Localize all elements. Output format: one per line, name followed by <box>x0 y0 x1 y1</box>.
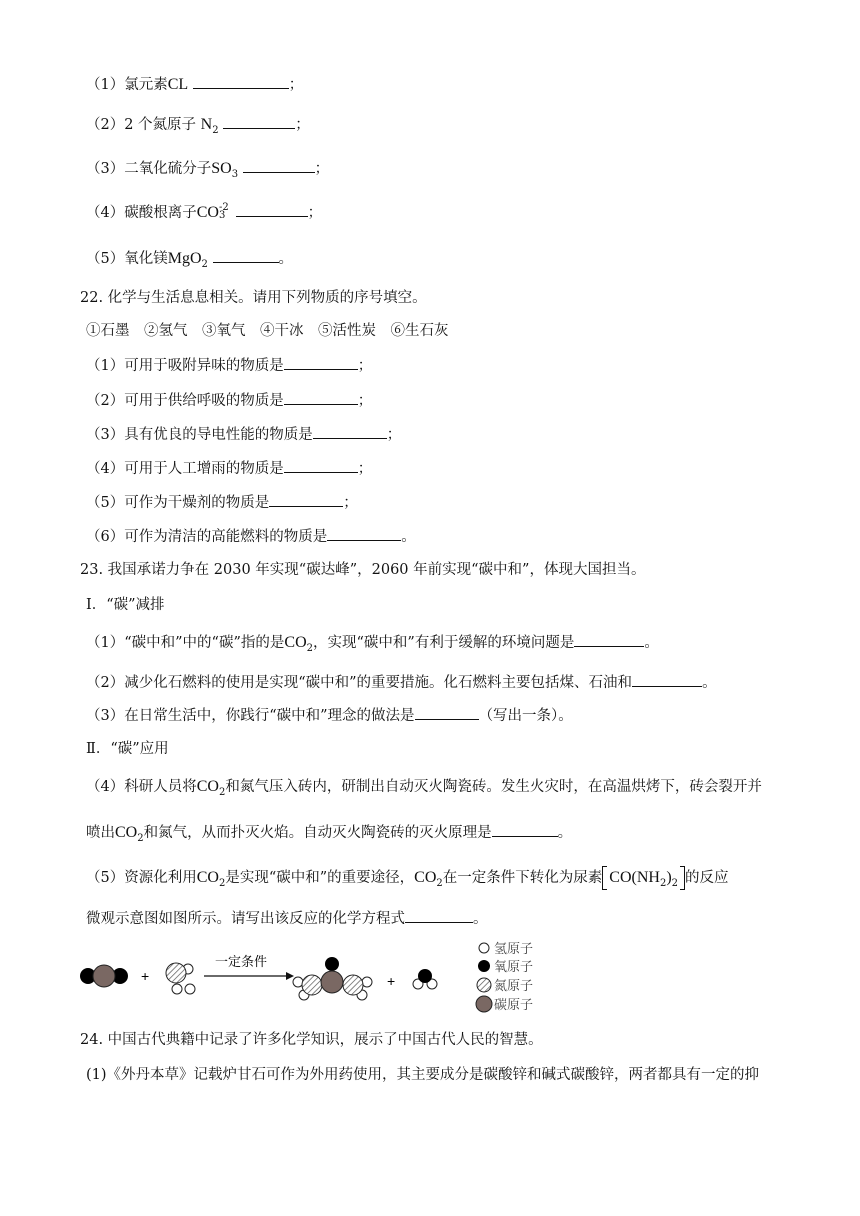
answer-blank[interactable] <box>243 158 315 173</box>
answer-blank[interactable] <box>236 202 308 217</box>
q22-item-5-end: ； <box>343 495 358 511</box>
q21-item-5-formula: MgO <box>167 250 202 267</box>
co2-formula: CO <box>196 778 219 795</box>
q22-item-3-end: ； <box>386 427 402 443</box>
q21-item-2-formula: N <box>200 116 213 133</box>
q22-item-1-end: ； <box>357 358 373 374</box>
answer-blank[interactable] <box>269 492 343 507</box>
oxygen-atom <box>325 957 339 971</box>
urea-sub-1: 2 <box>659 877 667 889</box>
q23-p5-f: 。 <box>473 911 488 927</box>
q22-item-4-text: （4）可用于人工增雨的物质是 <box>86 461 284 477</box>
q23-section-2: Ⅱ．“碳”应用 <box>86 741 169 757</box>
q23-p4-a: （4）科研人员将 <box>86 779 197 795</box>
answer-blank[interactable] <box>405 908 473 923</box>
q23-p3 <box>86 705 573 726</box>
q23-p5-d: 的反应 <box>685 870 729 886</box>
reaction-condition: 一定条件 <box>215 955 268 970</box>
q21-item-4 <box>86 202 322 224</box>
q23-p2-end: 。 <box>702 675 717 691</box>
carbon-atom <box>93 965 115 987</box>
reaction-arrow <box>204 955 294 980</box>
hydrogen-atom <box>185 984 195 994</box>
q23-p1-a: （1）“碳中和”中的“碳”指的是 <box>86 635 285 651</box>
q21-item-3-subscript: 3 <box>231 168 239 180</box>
h2o-molecule <box>413 969 437 989</box>
legend-hydrogen-icon <box>479 943 489 953</box>
urea-molecule <box>293 957 372 1000</box>
q22-item-1-text: （1）可用于吸附异味的物质是 <box>86 358 284 374</box>
q22-item-2-end: ； <box>357 393 373 409</box>
urea-left-bracket <box>602 866 607 890</box>
answer-blank[interactable] <box>213 248 279 263</box>
q21-item-1-prefix: （1）氯元素 <box>86 77 168 93</box>
plus-sign-2: + <box>387 973 396 989</box>
q22-item-6-text: （6）可作为清洁的高能燃料的物质是 <box>86 529 328 545</box>
q21-item-3 <box>86 158 329 185</box>
q21-item-5-subscript: 2 <box>201 258 208 270</box>
answer-blank[interactable] <box>327 526 401 541</box>
q21-item-3-formula: SO <box>211 160 232 177</box>
answer-blank[interactable] <box>284 390 358 405</box>
q21-item-1-suffix: ； <box>288 77 304 93</box>
q22-item-5 <box>86 492 358 513</box>
q24-p1: (1)《外丹本草》记载炉甘石可作为外用药使用，其主要成分是碳酸锌和碱式碳酸锌，两者都具有一定的抑 <box>86 1067 760 1083</box>
q22-title: 22. 化学与生活息息相关。请用下列物质的序号填空。 <box>80 290 427 306</box>
q23-p4-line2 <box>86 822 572 849</box>
q22-item-6-end: 。 <box>401 529 416 545</box>
q23-p4-b: 和氮气压入砖内，研制出自动灭火陶瓷砖。发生火灾时，在高温烘烤下，砖会裂开并 <box>225 779 762 795</box>
answer-blank[interactable] <box>284 355 358 370</box>
q21-item-4-superscript: -2 <box>218 202 229 213</box>
q23-p2-text: （2）减少化石燃料的使用是实现“碳中和”的重要措施。化石燃料主要包括煤、石油和 <box>86 675 633 691</box>
q21-item-4-subscript: 3 <box>218 210 226 221</box>
urea-co: CO <box>609 869 632 886</box>
q23-p4-e: 。 <box>557 825 573 841</box>
co2-subscript: 2 <box>306 642 313 654</box>
answer-blank[interactable] <box>193 74 289 89</box>
q23-p3-text: （3）在日常生活中，你践行“碳中和”理念的做法是 <box>86 708 415 724</box>
hydrogen-atom <box>362 977 372 987</box>
co2-formula: CO <box>115 824 138 841</box>
answer-blank[interactable] <box>574 632 644 647</box>
q22-item-6 <box>86 526 416 547</box>
co2-subscript: 2 <box>218 877 226 889</box>
q24-title: 24. 中国古代典籍中记录了许多化学知识，展示了中国古代人民的智慧。 <box>80 1032 543 1048</box>
q23-p5-c: 在一定条件下转化为尿素 <box>442 870 603 886</box>
q23-p5-e: 微观示意图如图所示。请写出该反应的化学方程式 <box>86 911 405 927</box>
plus-sign-1: + <box>141 968 150 984</box>
legend-oxygen-label: 氧原子 <box>494 960 534 975</box>
q23-p1-c: 。 <box>644 635 659 651</box>
carbon-atom <box>321 971 343 993</box>
q21-item-5-prefix: （5）氧化镁 <box>86 251 168 267</box>
urea-nh: NH <box>636 869 660 886</box>
q23-title: 23. 我国承诺力争在 2030 年实现“碳达峰”，2060 年前实现“碳中和”，体现大国担当。 <box>80 562 646 578</box>
q22-item-2 <box>86 390 372 411</box>
answer-blank[interactable] <box>632 672 702 687</box>
q22-item-4 <box>86 458 372 479</box>
q22-item-2-text: （2）可用于供给呼吸的物质是 <box>86 393 284 409</box>
nh3-molecule <box>166 963 195 994</box>
q21-item-3-suffix: ； <box>314 161 330 177</box>
q22-item-1 <box>86 355 372 376</box>
q21-item-2-subscript: 2 <box>212 124 219 136</box>
hydrogen-atom <box>293 977 303 987</box>
q22-item-3-text: （3）具有优良的导电性能的物质是 <box>86 427 313 443</box>
q21-item-1-formula: CL <box>167 76 189 93</box>
nitrogen-atom <box>343 975 363 995</box>
q21-item-1 <box>86 74 303 95</box>
q21-item-5-suffix: 。 <box>278 251 293 267</box>
q21-item-3-prefix: （3）二氧化硫分子 <box>86 161 212 177</box>
co2-subscript: 2 <box>436 877 443 889</box>
legend-hydrogen-label: 氢原子 <box>494 942 534 957</box>
q21-item-2-suffix: ； <box>295 117 310 133</box>
q22-item-4-end: ； <box>357 461 373 477</box>
q23-section-1: I．“碳”减排 <box>86 597 165 613</box>
legend-oxygen-icon <box>478 960 490 972</box>
q23-p3-end: （写出一条）。 <box>478 708 573 724</box>
urea-open-paren: ( <box>631 869 637 886</box>
hydrogen-atom <box>172 984 182 994</box>
co2-subscript: 2 <box>137 832 144 844</box>
q21-item-2 <box>86 114 310 141</box>
q22-item-5-text: （5）可作为干燥剂的物质是 <box>86 495 270 511</box>
atom-legend <box>476 942 533 1013</box>
legend-carbon-icon <box>476 996 492 1012</box>
q21-item-4-prefix: （4）碳酸根离子 <box>86 205 197 221</box>
q21-item-4-suffix: ； <box>307 205 323 221</box>
co2-subscript: 2 <box>218 786 226 798</box>
urea-sub-2: 2 <box>671 877 679 889</box>
answer-blank[interactable] <box>415 705 479 720</box>
q23-p5-b: 是实现“碳中和”的重要途径， <box>225 870 415 886</box>
reaction-diagram <box>74 938 554 1014</box>
legend-nitrogen-label: 氮原子 <box>494 979 534 994</box>
co2-formula: CO <box>414 869 437 886</box>
q21-item-5 <box>86 248 293 275</box>
q23-p2 <box>86 672 717 693</box>
answer-blank[interactable] <box>284 458 358 473</box>
legend-carbon-label: 碳原子 <box>494 998 534 1013</box>
co2-formula: CO <box>284 634 307 651</box>
q22-options: ①石墨 ②氢气 ③氧气 ④干冰 ⑤活性炭 ⑥生石灰 <box>86 323 449 339</box>
q22-item-3 <box>86 424 401 445</box>
answer-blank[interactable] <box>313 424 387 439</box>
q23-p4-c: 喷出 <box>86 825 115 841</box>
co2-formula: CO <box>196 869 219 886</box>
q23-p4-line1 <box>86 777 762 803</box>
q21-item-4-formula: CO <box>196 204 219 221</box>
co2-molecule <box>80 965 128 987</box>
legend-nitrogen-icon <box>477 978 491 992</box>
q23-p5-line2 <box>86 908 488 929</box>
q23-p1 <box>86 632 659 659</box>
nitrogen-atom <box>166 963 186 983</box>
q23-p1-b: ，实现“碳中和”有利于缓解的环境问题是 <box>313 635 575 651</box>
nitrogen-atom <box>302 975 322 995</box>
answer-blank[interactable] <box>223 114 295 129</box>
q23-p5-line1 <box>86 866 729 894</box>
answer-blank[interactable] <box>492 822 558 837</box>
urea-close-paren: ) <box>666 869 672 886</box>
q23-p5-a: （5）资源化利用 <box>86 870 197 886</box>
oxygen-atom <box>418 969 432 983</box>
q23-p4-d: 和氮气，从而扑灭火焰。自动灭火陶瓷砖的灭火原理是 <box>143 825 492 841</box>
q21-item-2-prefix: （2）2 个氮原子 <box>86 117 197 133</box>
